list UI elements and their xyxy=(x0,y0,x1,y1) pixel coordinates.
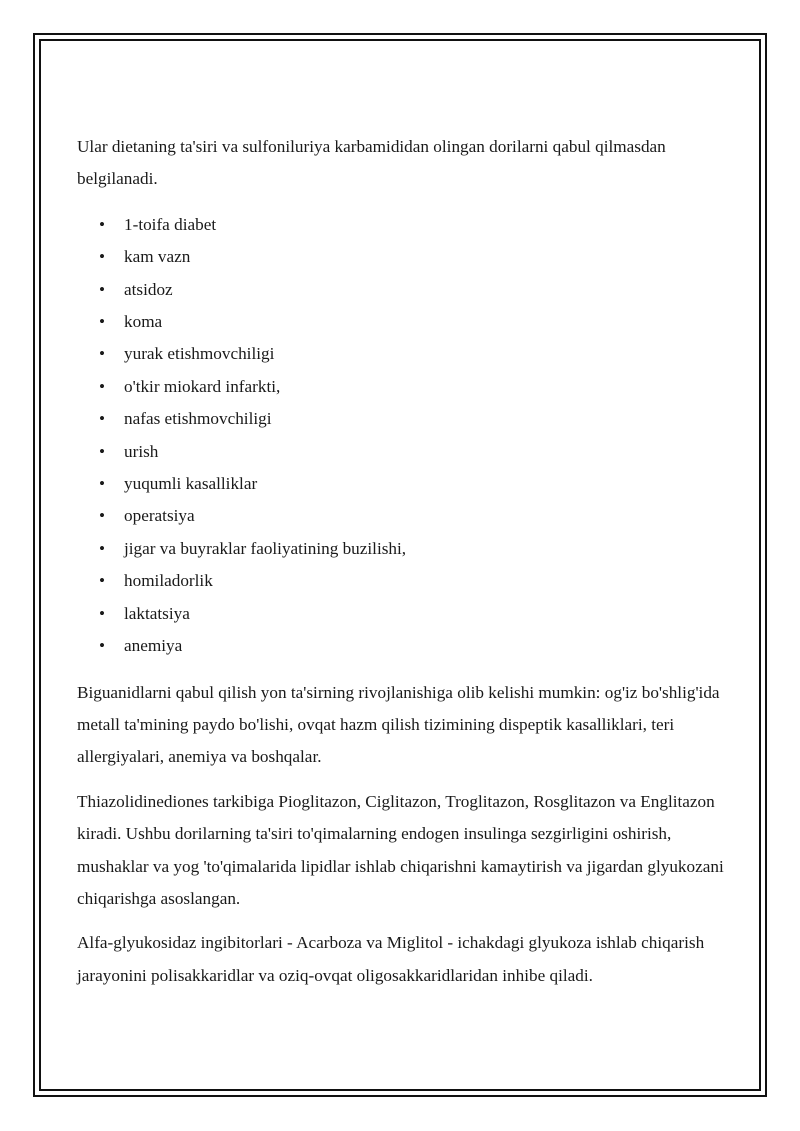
list-item: • nafas etishmovchiligi xyxy=(77,403,727,435)
list-item: • o'tkir miokard infarkti, xyxy=(77,371,727,403)
list-item: • homiladorlik xyxy=(77,565,727,597)
document-body xyxy=(77,131,727,992)
list-item: • yurak etishmovchiligi xyxy=(77,338,727,370)
list-item: • kam vazn xyxy=(77,241,727,273)
list-item: • operatsiya xyxy=(77,500,727,532)
list-item: • laktatsiya xyxy=(77,598,727,630)
list-item: • anemiya xyxy=(77,630,727,662)
list-item: • jigar va buyraklar faoliyatining buzilishi, xyxy=(77,533,727,565)
biguanides-paragraph: Biguanidlarni qabul qilish yon ta'sirning rivojlanishiga olib kelishi mumkin: og'iz bo'shlig'ida metall ta'mining paydo bo'lishi, ovqat hazm qilish tizimining dispeptik kasalliklari, teri allergiyalari, anemiya va boshqalar. xyxy=(77,682,720,767)
list-item: • yuqumli kasalliklar xyxy=(77,468,727,500)
alpha-glucosidase-paragraph: Alfa-glyukosidaz ingibitorlari - Acarboza va Miglitol - ichakdagi glyukoza ishlab chiqarish jarayonini polisakkaridlar va oziq-ovqat oligosakkaridlaridan inhibe qiladi. xyxy=(77,933,705,985)
intro-paragraph: Ular dietaning ta'siri va sulfoniluriya karbamididan olingan dorilarni qabul qilmasdan belgilanadi. xyxy=(77,137,666,189)
contraindications-list xyxy=(77,209,727,663)
list-item: • urish xyxy=(77,436,727,468)
list-item: • atsidoz xyxy=(77,274,727,306)
list-item: • 1-toifa diabet xyxy=(77,209,727,241)
list-item: • koma xyxy=(77,306,727,338)
thiazolidinediones-paragraph: Thiazolidinediones tarkibiga Pioglitazon, Ciglitazon, Troglitazon, Rosglitazon va Englitazon kiradi. Ushbu dorilarning ta'siri to'qimalarning endogen insulinga sezgirligini oshirish, mushaklar va yog 'to'qimalarida lipidlar ishlab chiqarishni kamaytirish va jigardan glyukozani chiqarishga asoslangan. xyxy=(77,791,724,908)
